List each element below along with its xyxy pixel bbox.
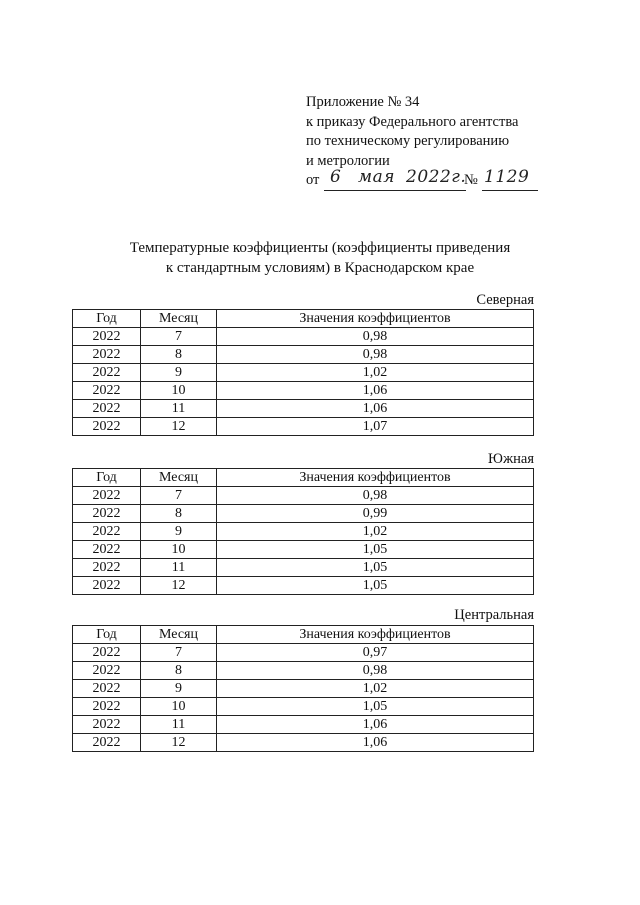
handwritten-order-number: 1129: [484, 167, 530, 187]
column-header-month: Месяц: [141, 310, 217, 328]
table-row: [73, 523, 534, 541]
cell-month: 9: [141, 523, 217, 541]
cell-year: 2022: [73, 662, 141, 680]
column-header-year: Год: [73, 310, 141, 328]
cell-month: 11: [141, 559, 217, 577]
order-line-2: по техническому регулированию: [306, 133, 510, 149]
cell-month: 11: [141, 716, 217, 734]
table-header-row: [73, 626, 534, 644]
handwritten-month: мая: [358, 167, 395, 187]
cell-value: 0,98: [217, 346, 534, 364]
table-row: [73, 328, 534, 346]
cell-year: 2022: [73, 364, 141, 382]
cell-month: 8: [141, 662, 217, 680]
table-row: [73, 716, 534, 734]
cell-year: 2022: [73, 541, 141, 559]
table-row: [73, 734, 534, 752]
handwritten-year: 2022г.: [406, 167, 467, 187]
cell-year: 2022: [73, 734, 141, 752]
cell-value: 0,98: [217, 487, 534, 505]
number-sign: №: [464, 172, 478, 188]
appendix-number: Приложение № 34: [306, 94, 420, 110]
cell-value: 1,05: [217, 698, 534, 716]
table-row: [73, 662, 534, 680]
table-row: [73, 382, 534, 400]
cell-value: 1,02: [217, 364, 534, 382]
cell-year: 2022: [73, 400, 141, 418]
cell-month: 9: [141, 680, 217, 698]
coefficients-table-north: [72, 309, 534, 436]
cell-value: 1,05: [217, 541, 534, 559]
cell-value: 0,99: [217, 505, 534, 523]
cell-year: 2022: [73, 716, 141, 734]
cell-year: 2022: [73, 644, 141, 662]
coefficients-table-central: [72, 625, 534, 752]
region-label-north: Северная: [476, 292, 534, 308]
cell-month: 10: [141, 698, 217, 716]
cell-value: 1,06: [217, 734, 534, 752]
cell-month: 9: [141, 364, 217, 382]
cell-year: 2022: [73, 382, 141, 400]
table-row: [73, 418, 534, 436]
coefficients-table-south: [72, 468, 534, 595]
column-header-month: Месяц: [141, 469, 217, 487]
cell-year: 2022: [73, 698, 141, 716]
order-line-3: и метрологии: [306, 152, 390, 169]
cell-value: 1,07: [217, 418, 534, 436]
column-header-month: Месяц: [141, 626, 217, 644]
order-line-1: к приказу Федерального агентства: [306, 113, 519, 130]
cell-year: 2022: [73, 523, 141, 541]
table-row: [73, 559, 534, 577]
cell-month: 12: [141, 734, 217, 752]
cell-year: 2022: [73, 577, 141, 595]
cell-value: 1,02: [217, 523, 534, 541]
document-title: [0, 239, 640, 278]
table-row: [73, 541, 534, 559]
table-row: [73, 346, 534, 364]
appendix-header: [306, 93, 530, 193]
cell-year: 2022: [73, 418, 141, 436]
table-row: [73, 680, 534, 698]
order-date-line: [306, 167, 530, 193]
date-prefix: от: [306, 172, 320, 188]
cell-value: 1,06: [217, 382, 534, 400]
cell-month: 7: [141, 487, 217, 505]
column-header-year: Год: [73, 469, 141, 487]
column-header-value: Значения коэффициентов: [217, 626, 534, 644]
table-row: [73, 400, 534, 418]
number-underline: [482, 190, 538, 191]
table-row: [73, 577, 534, 595]
region-label-south: Южная: [488, 451, 534, 467]
table-row: [73, 644, 534, 662]
cell-value: 1,06: [217, 716, 534, 734]
cell-value: 0,97: [217, 644, 534, 662]
cell-value: 1,05: [217, 559, 534, 577]
handwritten-day: 6: [330, 167, 342, 187]
column-header-year: Год: [73, 626, 141, 644]
cell-month: 8: [141, 505, 217, 523]
cell-value: 1,05: [217, 577, 534, 595]
cell-value: 1,06: [217, 400, 534, 418]
table-row: [73, 698, 534, 716]
column-header-value: Значения коэффициентов: [217, 310, 534, 328]
title-line-1: Температурные коэффициенты (коэффициенты приведения: [129, 240, 511, 256]
cell-value: 1,02: [217, 680, 534, 698]
cell-month: 7: [141, 644, 217, 662]
table-row: [73, 505, 534, 523]
table-header-row: [73, 310, 534, 328]
cell-month: 12: [141, 418, 217, 436]
cell-year: 2022: [73, 487, 141, 505]
cell-year: 2022: [73, 680, 141, 698]
cell-year: 2022: [73, 346, 141, 364]
cell-month: 10: [141, 541, 217, 559]
region-label-central: Центральная: [454, 607, 534, 623]
cell-value: 0,98: [217, 662, 534, 680]
cell-year: 2022: [73, 505, 141, 523]
table-header-row: [73, 469, 534, 487]
cell-month: 11: [141, 400, 217, 418]
cell-month: 10: [141, 382, 217, 400]
table-row: [73, 364, 534, 382]
cell-month: 7: [141, 328, 217, 346]
cell-month: 12: [141, 577, 217, 595]
date-underline: [324, 190, 466, 191]
cell-month: 8: [141, 346, 217, 364]
cell-year: 2022: [73, 328, 141, 346]
cell-value: 0,98: [217, 328, 534, 346]
title-line-2: к стандартным условиям) в Краснодарском крае: [165, 259, 475, 276]
cell-year: 2022: [73, 559, 141, 577]
column-header-value: Значения коэффициентов: [217, 469, 534, 487]
table-row: [73, 487, 534, 505]
